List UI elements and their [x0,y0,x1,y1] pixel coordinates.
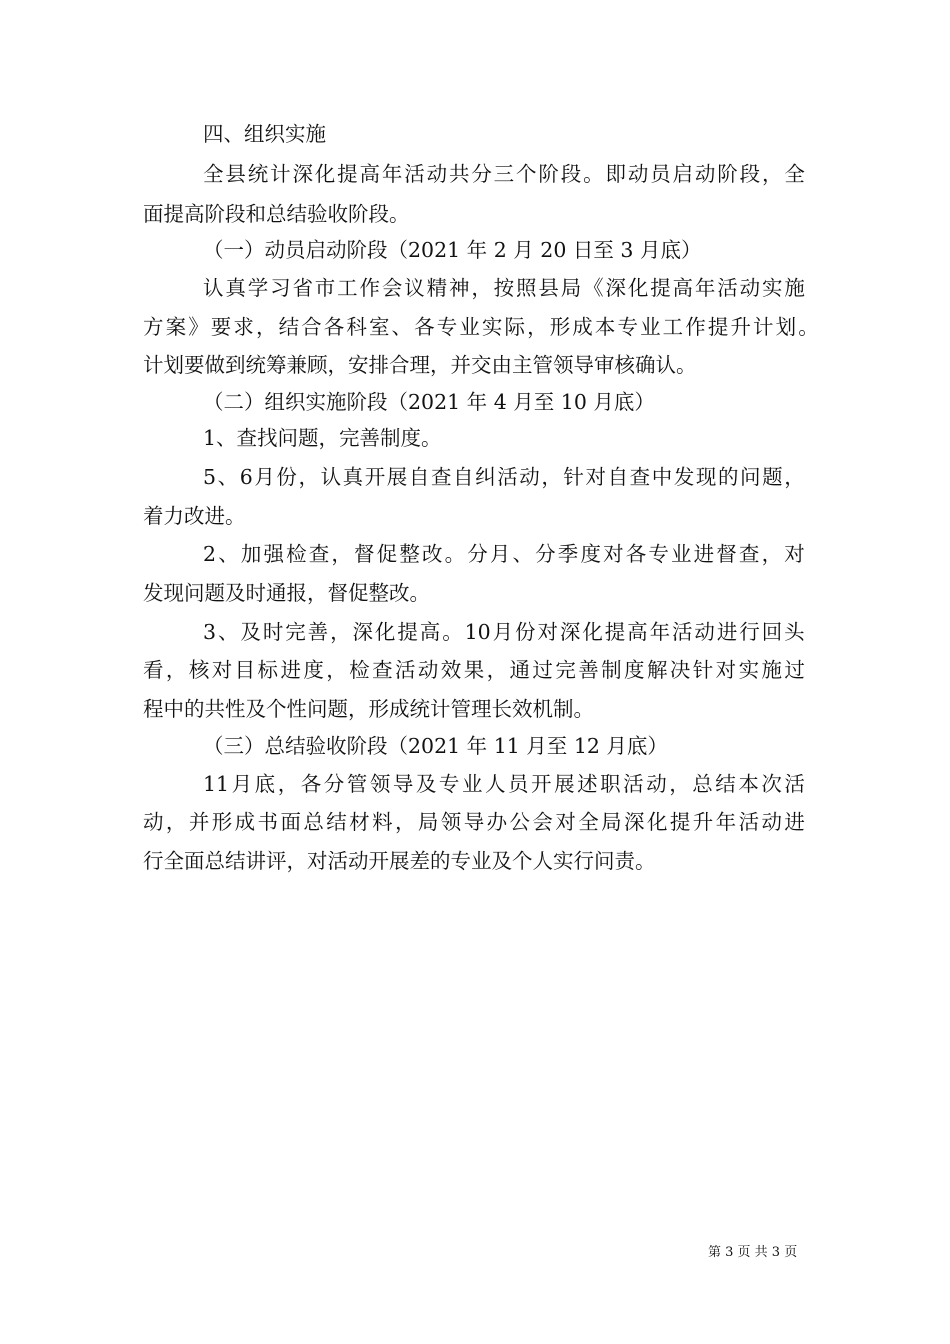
text-glyph: 对 [784,542,805,566]
text-glyph: 中 [651,465,673,489]
text-glyph: 真 [225,276,246,300]
paragraph-line [203,768,805,800]
text-glyph: 提 [650,276,671,300]
text-glyph: 作 [359,276,381,300]
text-glyph: 、 [218,542,239,566]
paragraph-line: 行全面总结讲评，对活动开展差的专业及个人实行问责。 [143,849,656,873]
text-glyph: 11 [203,772,230,796]
text-glyph: 照 [516,276,537,300]
section-heading: 四、组织实施 [203,122,326,146]
text-glyph: 工 [337,276,358,300]
text-glyph: 高 [672,276,694,300]
text-glyph: 认 [203,276,224,300]
text-glyph: 计 [753,315,774,339]
text-glyph: 加 [240,542,262,566]
text-glyph: 果 [463,658,485,682]
text-glyph: 形 [211,810,233,834]
text-glyph: 对 [585,465,606,489]
text-glyph: 公 [509,810,530,834]
text-glyph: 办 [486,810,508,834]
text-glyph: 三 [493,162,515,186]
text-glyph: 案 [165,315,187,339]
text-glyph: ， [298,465,319,489]
text-glyph: 解 [646,658,668,682]
text-glyph: 促 [376,542,398,566]
text-glyph: 导 [463,810,485,834]
text-glyph: 活 [738,810,760,834]
text-glyph: 2 [203,542,217,566]
paragraph-line [203,158,805,190]
text-glyph: 专 [617,315,638,339]
text-glyph: 回 [761,620,783,644]
paragraph-line [203,461,805,493]
text-glyph: ， [394,810,416,834]
text-glyph: 、 [512,542,534,566]
paragraph-line [143,311,819,343]
text-glyph: 月 [489,542,511,566]
text-glyph: 习 [270,276,291,300]
text-glyph: 月 [492,620,514,644]
text-glyph: 头 [784,620,805,644]
text-glyph: 。 [444,542,466,566]
text-glyph: 结 [278,315,300,339]
text-glyph: 升 [730,315,751,339]
text-glyph: 真 [342,465,364,489]
text-glyph: 强 [263,542,284,566]
text-glyph: 即 [605,162,626,186]
text-glyph: 实 [738,658,760,682]
text-glyph: ， [165,810,187,834]
text-glyph: 业 [459,315,480,339]
text-glyph: 局 [560,276,582,300]
page-number: 第 3 页 共 3 页 [708,1245,798,1260]
text-glyph: 深 [352,620,373,644]
text-glyph: 会 [532,810,553,834]
text-glyph: 检 [349,658,370,682]
text-glyph: 动 [694,620,715,644]
text-glyph: 各 [414,315,435,339]
text-glyph: 成 [234,810,256,834]
text-glyph: ， [326,658,347,682]
text-glyph: 督 [354,542,375,566]
text-glyph: 施 [784,276,805,300]
text-glyph: 县 [538,276,559,300]
text-glyph: 会 [381,276,403,300]
text-glyph: 要 [210,315,232,339]
text-glyph: 计 [270,162,291,186]
text-glyph: 神 [448,276,470,300]
text-glyph: 效 [440,658,462,682]
text-glyph: 际 [504,315,525,339]
text-glyph: 划 [775,315,797,339]
text-glyph: 过 [784,658,805,682]
text-glyph: 深 [605,276,626,300]
text-glyph: 领 [369,772,391,796]
text-glyph: 全 [578,810,599,834]
text-glyph: 决 [669,658,691,682]
text-glyph: 段 [560,162,582,186]
text-glyph: 书 [257,810,279,834]
text-glyph: 进 [693,542,715,566]
text-glyph: 总 [303,810,324,834]
text-glyph: 结 [326,810,347,834]
text-glyph: 职 [600,772,621,796]
text-glyph: 。 [583,162,604,186]
text-glyph: ， [669,772,690,796]
text-glyph: 化 [582,620,603,644]
text-glyph: 分 [471,162,492,186]
text-glyph: 时 [262,620,284,644]
text-glyph: 深 [292,162,313,186]
text-glyph: 求 [233,315,254,339]
text-glyph: 化 [314,162,336,186]
text-glyph: 过 [532,658,553,682]
text-glyph: 月 [254,465,275,489]
text-glyph: 合 [301,315,322,339]
text-glyph: 月 [231,772,253,796]
text-glyph: 自 [408,465,430,489]
text-glyph: 化 [374,620,396,644]
text-glyph: 化 [646,810,668,834]
text-glyph: 善 [578,658,599,682]
text-glyph: 开 [364,465,386,489]
text-glyph: 。 [798,315,819,339]
text-glyph: 题 [762,465,783,489]
text-glyph: 标 [257,658,279,682]
text-glyph: 分 [467,542,488,566]
text-glyph: 实 [761,276,783,300]
text-glyph: 员 [508,772,529,796]
text-glyph: 活 [717,276,738,300]
text-glyph: 现 [695,465,717,489]
text-glyph: 年 [381,162,403,186]
text-glyph: 活 [623,772,644,796]
text-glyph: 督 [716,542,737,566]
text-glyph: 活 [784,772,805,796]
text-glyph: 本 [738,772,759,796]
text-glyph: 目 [234,658,256,682]
text-glyph: 纠 [475,465,496,489]
text-glyph: 、 [391,315,413,339]
text-glyph: 高 [359,162,381,186]
text-glyph: 查 [430,465,452,489]
text-glyph: ， [784,465,805,489]
text-glyph: 工 [662,315,684,339]
subsection-heading: （一）动员启动阶段（2021 年 2 月 20 日至 3 月底） [203,238,702,262]
text-glyph: 对 [211,658,233,682]
text-glyph: 阶 [717,162,738,186]
text-glyph: 料 [372,810,393,834]
text-glyph: 查 [629,465,651,489]
text-glyph: 、 [217,620,239,644]
text-glyph: 认 [320,465,342,489]
text-glyph: ， [255,315,277,339]
text-glyph: 动 [143,810,164,834]
text-glyph: 查 [308,542,330,566]
subsection-heading: （二）组织实施阶段（2021 年 4 月至 10 月底） [203,390,655,414]
text-glyph: ， [761,162,783,186]
paragraph-line [143,806,805,838]
text-glyph: 活 [394,658,416,682]
paragraph-line [203,272,805,304]
text-glyph: 业 [671,542,692,566]
text-glyph: 对 [603,542,624,566]
text-glyph: 份 [515,620,536,644]
text-glyph: 面 [280,810,301,834]
text-glyph: 展 [386,465,408,489]
text-glyph: 业 [640,315,661,339]
paragraph-line: 面提高阶段和总结验收阶段。 [143,202,410,226]
text-glyph: 材 [349,810,370,834]
text-glyph: 全 [784,162,805,186]
text-glyph: 高 [419,620,441,644]
text-glyph: 度 [303,658,324,682]
text-glyph: 提 [707,315,729,339]
text-glyph: 统 [247,162,269,186]
text-glyph: 领 [440,810,462,834]
text-glyph: 县 [225,162,246,186]
text-glyph: ， [331,542,352,566]
text-glyph: 省 [292,276,313,300]
text-glyph: 行 [739,620,760,644]
text-glyph: 高 [627,620,648,644]
text-glyph: 专 [438,772,460,796]
text-glyph: 分 [535,542,556,566]
text-glyph: 个 [516,162,537,186]
text-glyph: 动 [694,162,716,186]
text-glyph: 段 [739,162,761,186]
text-glyph: 成 [572,315,593,339]
text-glyph: 阶 [538,162,559,186]
text-glyph: 各 [300,772,322,796]
text-glyph: 化 [627,276,649,300]
text-glyph: 查 [372,658,393,682]
text-glyph: ， [486,658,508,682]
text-glyph: 述 [577,772,598,796]
text-glyph: 针 [563,465,584,489]
text-glyph: 室 [368,315,390,339]
paragraph-line: 发现问题及时通报，督促整改。 [143,581,430,605]
text-glyph: 议 [404,276,425,300]
text-glyph: 专 [648,542,669,566]
text-glyph: 各 [625,542,647,566]
text-glyph: 按 [493,276,515,300]
text-glyph: 进 [784,810,805,834]
text-glyph: 人 [484,772,506,796]
text-glyph: 6 [239,465,253,489]
text-glyph: ， [165,658,187,682]
text-glyph: 动 [739,276,761,300]
text-glyph: 次 [761,772,782,796]
paragraph-line: 计划要做到统筹兼顾，安排合理，并交由主管领导审核确认。 [143,353,697,377]
text-glyph: 《 [583,276,604,300]
text-glyph: 及 [415,772,437,796]
text-glyph: 动 [627,162,649,186]
paragraph-line: 着力改进。 [143,504,246,528]
text-glyph: 展 [554,772,575,796]
text-glyph: 完 [555,658,576,682]
text-glyph: 实 [481,315,503,339]
text-glyph: 年 [715,810,737,834]
text-glyph: ， [471,276,492,300]
text-glyph: 科 [346,315,367,339]
text-glyph: 提 [337,162,358,186]
text-glyph: 深 [559,620,581,644]
text-glyph: 对 [537,620,558,644]
text-glyph: 查 [738,542,760,566]
paragraph-line: 程中的共性及个性问题，形成统计管理长效机制。 [143,697,594,721]
text-glyph: 升 [692,810,714,834]
text-glyph: 度 [624,658,645,682]
text-glyph: 对 [555,810,576,834]
text-glyph: ， [527,315,548,339]
text-glyph: 动 [646,772,667,796]
text-glyph: ， [330,620,351,644]
text-glyph: ， [541,465,562,489]
text-glyph: 活 [497,465,518,489]
text-glyph: 进 [280,658,301,682]
text-glyph: 活 [404,162,425,186]
text-glyph: 发 [673,465,695,489]
text-glyph: 整 [399,542,420,566]
text-glyph: 开 [531,772,552,796]
text-glyph: 启 [672,162,694,186]
list-item [203,538,805,570]
text-glyph: 季 [557,542,579,566]
text-glyph: 对 [715,658,737,682]
text-glyph: 的 [717,465,739,489]
text-glyph: 问 [740,465,761,489]
text-glyph: 年 [694,276,716,300]
text-glyph: 作 [685,315,706,339]
text-glyph: 局 [417,810,439,834]
subsection-heading: （三）总结验收阶段（2021 年 11 月至 12 月底） [203,734,668,758]
text-glyph: 市 [314,276,336,300]
text-glyph: 》 [188,315,209,339]
text-glyph: 活 [672,620,693,644]
text-glyph: 善 [307,620,329,644]
text-glyph: 年 [649,620,671,644]
text-glyph: 底 [254,772,276,796]
text-glyph: 共 [448,162,470,186]
text-glyph: 分 [323,772,345,796]
text-glyph: 度 [580,542,601,566]
text-glyph: 业 [461,772,483,796]
text-glyph: 各 [323,315,345,339]
text-glyph: 方 [143,315,164,339]
list-item: 1、查找问题，完善制度。 [203,426,442,450]
text-glyph: 学 [247,276,269,300]
text-glyph: 动 [426,162,448,186]
text-glyph: 动 [417,658,439,682]
text-glyph: 专 [436,315,458,339]
paragraph-line [143,654,805,686]
text-glyph: 形 [549,315,571,339]
text-glyph: 及 [240,620,261,644]
text-glyph: ， [761,542,783,566]
text-glyph: 提 [397,620,418,644]
text-glyph: ， [277,772,299,796]
text-glyph: 、 [217,465,239,489]
text-glyph: 深 [624,810,645,834]
text-glyph: 局 [601,810,622,834]
text-glyph: 完 [285,620,306,644]
text-glyph: 。 [442,620,463,644]
text-glyph: 精 [426,276,448,300]
text-glyph: 动 [761,810,782,834]
text-glyph: 管 [346,772,368,796]
list-item [203,616,805,648]
text-glyph: 3 [203,620,217,644]
text-glyph: 动 [519,465,540,489]
text-glyph: 针 [692,658,714,682]
text-glyph: 进 [716,620,738,644]
text-glyph: 份 [276,465,297,489]
text-glyph: 本 [594,315,616,339]
text-glyph: 并 [188,810,210,834]
text-glyph: 提 [604,620,626,644]
text-glyph: 核 [188,658,210,682]
text-glyph: 提 [669,810,691,834]
text-glyph: 检 [286,542,307,566]
text-glyph: 自 [453,465,474,489]
text-glyph: 10 [464,620,491,644]
text-glyph: 看 [143,658,164,682]
text-glyph: 施 [761,658,782,682]
text-glyph: 导 [392,772,414,796]
text-glyph: 员 [650,162,671,186]
text-glyph: 全 [203,162,224,186]
text-glyph: 结 [715,772,736,796]
text-glyph: 改 [421,542,443,566]
text-glyph: 5 [203,465,217,489]
text-glyph: 自 [607,465,629,489]
text-glyph: 总 [692,772,713,796]
text-glyph: 通 [509,658,530,682]
text-glyph: 制 [601,658,622,682]
